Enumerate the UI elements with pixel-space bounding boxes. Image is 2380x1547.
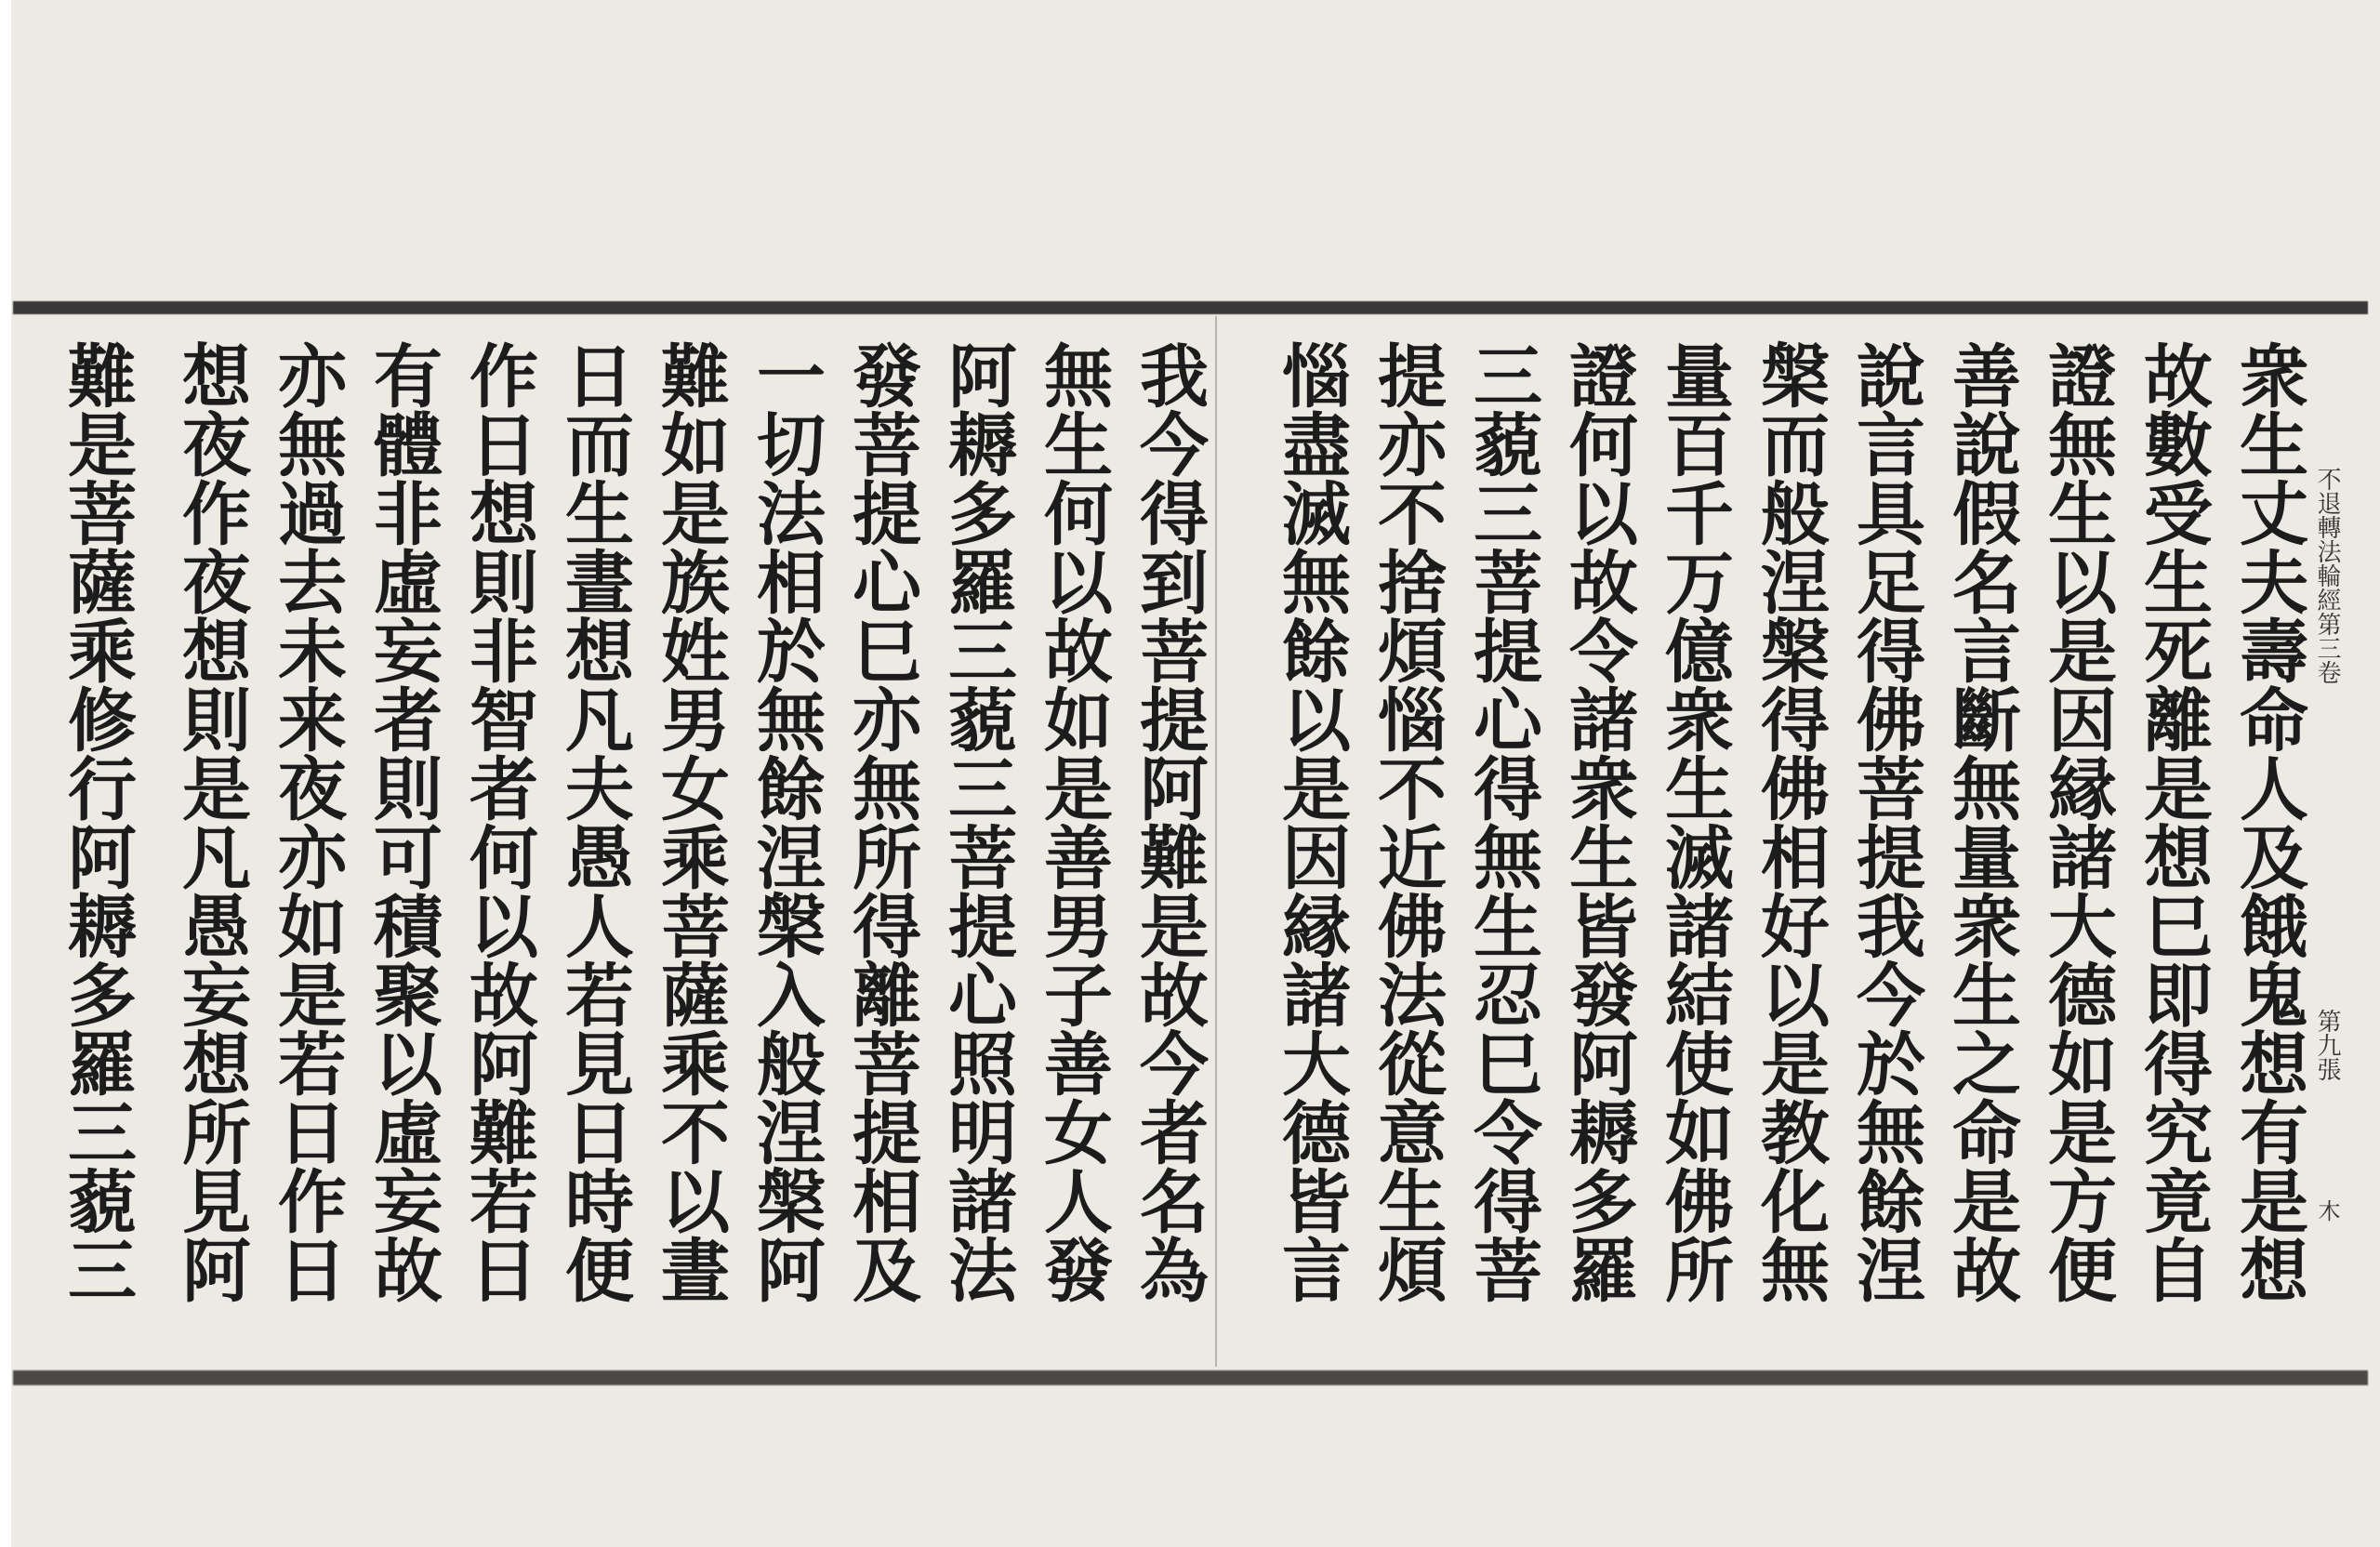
margin-page-number: 第九張 [2313, 1009, 2341, 1081]
text-column-23: 難是菩薩乘修行阿耨多羅三藐三 [57, 340, 137, 1303]
text-column-19: 作日想則非智者何以故阿難若日 [458, 340, 538, 1303]
text-column-16: 一切法相於無餘涅槃入般涅槃阿 [746, 340, 826, 1303]
text-column-1: 衆生丈夫壽命人及餓鬼想有是想 [2228, 340, 2308, 1303]
text-column-12: 我今得到菩提阿難是故今者名為 [1129, 340, 1209, 1303]
text-columns [13, 340, 2368, 1363]
text-column-21: 亦無過去未来夜亦如是若日作日 [267, 340, 347, 1303]
top-border-rule [13, 301, 2368, 314]
text-column-5: 說言具足得佛菩提我今於無餘涅 [1845, 340, 1925, 1303]
text-column-10: 提亦不捨煩惱不近佛法從意生煩 [1367, 340, 1447, 1303]
text-column-13: 無生何以故如是善男子善女人發 [1033, 340, 1113, 1303]
text-column-9: 三藐三菩提心得無生忍巳令得菩 [1462, 340, 1542, 1303]
text-column-6: 槃而般涅槃得佛相好以是教化無 [1750, 340, 1830, 1303]
printed-block-frame [13, 301, 2368, 1385]
text-column-2: 故數受生死離是想巳即得究竟自 [2133, 340, 2213, 1303]
text-column-20: 有體非虛妄者則可積聚以虛妄故 [363, 340, 443, 1303]
text-column-4: 善說假名言斷無量衆生之命是故 [1941, 340, 2021, 1303]
text-column-17: 難如是族姓男女乘菩薩乘不以晝 [650, 340, 730, 1303]
margin-sutra-title: 不退轉法輪經第三卷 [2313, 467, 2341, 684]
text-column-18: 日而生晝想凡夫愚人若見日時便 [554, 340, 634, 1303]
text-column-8: 證何以故令諸衆生皆發阿耨多羅 [1558, 340, 1638, 1303]
margin-carver-mark: 木 [2314, 1199, 2340, 1222]
text-column-3: 證無生以是因縁諸大德如是方便 [2037, 340, 2117, 1303]
text-column-22: 想夜作夜想則是凡愚妄想所見阿 [171, 340, 251, 1303]
text-column-14: 阿耨多羅三藐三菩提心照明諸法 [937, 340, 1017, 1303]
text-column-7: 量百千万億衆生滅諸結使如佛所 [1654, 340, 1734, 1303]
text-column-15: 發菩提心巳亦無所得離菩提相及 [841, 340, 921, 1303]
text-column-11: 惱盡滅無餘以是因縁諸大德皆言 [1271, 340, 1351, 1303]
page-left-edge [0, 0, 11, 1547]
bottom-border-rule [13, 1370, 2368, 1385]
